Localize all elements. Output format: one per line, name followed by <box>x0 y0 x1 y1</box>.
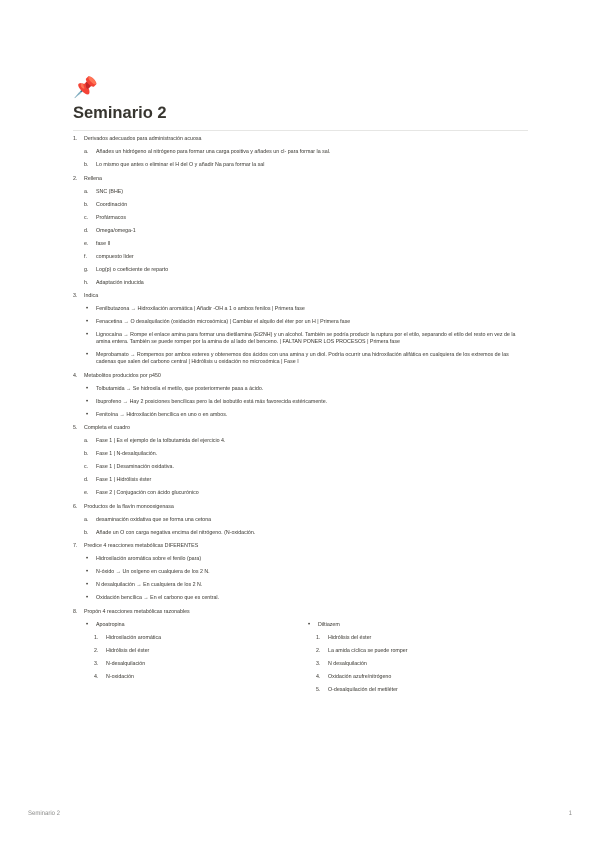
sub-list-item <box>84 451 528 458</box>
numbered-list-item-8-container <box>73 609 528 700</box>
sub-list-marker: a. <box>84 149 89 155</box>
sub-list-text: compuesto líder <box>96 253 134 260</box>
list-number: 3. <box>73 293 78 299</box>
bullet-marker: • <box>86 398 89 405</box>
bullet-title: Apoatropina <box>96 621 125 628</box>
sub-list-text: Fase 1 | N-desalquilación. <box>96 451 158 457</box>
bullet-item <box>306 622 528 629</box>
numbered-list-item <box>73 293 528 366</box>
sub-list-text: Lignocaína → Rompe el enlace amina para formar una dietilamina (Et2NH) y un alcohol. También se podría producir la ruptura por el etilo, separando el etilo del resto en vez de la amina entera. También se puede romper por la amina de al lado del benceno. | FALTAN PONER LOS PROCESOS | Primera fase <box>96 332 516 345</box>
sub-list-item <box>84 517 528 524</box>
sub-list-text: Tolbutamida → Se hidroxila el metilo, que posteriormente pasa a ácido. <box>96 385 264 392</box>
page-footer <box>28 811 572 817</box>
sub-list-marker: b. <box>84 201 89 208</box>
list-number: 6. <box>73 503 78 510</box>
bullet-marker: • <box>86 352 89 358</box>
sub-list-marker: a. <box>84 188 89 195</box>
inner-numbered-list <box>84 635 306 681</box>
sub-list-item <box>84 412 528 419</box>
inner-list-text: La amida cíclica se puede romper <box>328 647 408 654</box>
sub-list-marker: d. <box>84 227 89 234</box>
list-item-label: Completa el cuadro <box>84 425 130 431</box>
sub-list-marker: b. <box>84 451 89 457</box>
sub-list-marker: c. <box>84 464 89 470</box>
numbered-list-item <box>73 543 528 602</box>
inner-list-text: N-desalquilación <box>106 660 146 667</box>
numbered-list <box>73 136 528 602</box>
sub-list-text: Meprobamato → Rompemos por ambos esteres y obtenemos dos ácidos con una amina y un diol. Podría ocurrir una hidroxilación alifática en cualquiera de los extremos de las cadenas que salen del carbono central | Hidrólisis u oxidación no microsómica | Fase I <box>96 352 509 365</box>
sub-list-text: Log(p) o coeficiente de reparto <box>96 266 169 273</box>
bullet-marker: • <box>86 332 89 338</box>
column-left <box>84 622 306 700</box>
sub-list-text: N-óxido → Un oxígeno en cualquiera de los 2 N. <box>96 569 210 575</box>
sub-list-item <box>84 556 528 563</box>
sub-list-text: Fenilbutazona → Hidroxilación aromática | Añadir -OH a 1 o ambos fenilos | Primera fase <box>96 306 305 312</box>
list-item-label: Indica <box>84 293 99 299</box>
bullet-marker: • <box>86 385 89 392</box>
bullet-marker: • <box>308 621 311 628</box>
bullet-item <box>84 622 306 629</box>
page-title: Seminario 2 <box>73 104 167 122</box>
bullet-marker: • <box>86 621 89 628</box>
sub-list-text: desaminación oxidativa que se forma una cetona <box>96 516 212 523</box>
sub-list-item <box>84 189 528 196</box>
sub-list-text: Fase 1 | Desaminación oxidativa. <box>96 464 174 470</box>
inner-list-text: Hidroxilación aromática <box>106 634 162 641</box>
sub-list-item <box>84 319 528 326</box>
inner-list-number: 1. <box>316 634 321 641</box>
sub-list-marker: a. <box>84 516 89 523</box>
list-item-label: Propón 4 reacciones metabólicas razonables <box>84 608 190 615</box>
list-item-label: Metabolitos producidos por p450 <box>84 372 161 379</box>
sub-list-item <box>84 267 528 274</box>
inner-list-text: Hidrólisis del éster <box>328 634 372 641</box>
inner-list-number: 3. <box>316 660 321 667</box>
inner-list-item <box>94 661 306 668</box>
numbered-list-item <box>73 136 528 169</box>
sub-list <box>84 306 528 366</box>
numbered-list-item <box>73 425 528 497</box>
sub-list-text: N desalquilación → En cualquiera de los 2 N. <box>96 582 203 588</box>
inner-list-number: 2. <box>94 647 99 654</box>
sub-list-text: Ibuprofeno → Hay 2 posiciones bencílicas pero la del isobutilo está más favorecida estéricamente. <box>96 398 328 405</box>
sub-list-item <box>84 582 528 589</box>
sub-list-marker: g. <box>84 266 89 273</box>
numbered-list-item <box>73 504 528 537</box>
sub-list-item <box>84 464 528 471</box>
pushpin-icon: 📌 <box>73 77 98 99</box>
sub-list-item <box>84 569 528 576</box>
sub-list-item <box>84 530 528 537</box>
page-number: 1 <box>568 811 572 817</box>
sub-list-item <box>84 162 528 169</box>
sub-list-item <box>84 386 528 393</box>
inner-list-text: O-desalquilación del metiléter <box>328 686 398 693</box>
numbered-list-item <box>73 609 528 700</box>
sub-list <box>84 189 528 287</box>
bullet-marker: • <box>86 319 89 325</box>
sub-list-item <box>84 254 528 261</box>
sub-list-marker: b. <box>84 162 89 168</box>
sub-list-text: Coordinación <box>96 201 128 208</box>
sub-list-marker: e. <box>84 490 89 496</box>
inner-list-number: 2. <box>316 647 321 654</box>
sub-list-item <box>84 595 528 602</box>
document-page <box>73 76 528 706</box>
sub-list-marker: d. <box>84 477 89 483</box>
sub-list-item <box>84 477 528 484</box>
numbered-list-item <box>73 176 528 287</box>
footer-title: Seminario 2 <box>28 811 61 817</box>
sub-list-text: Hidroxilación aromática sobre el fenilo (para) <box>96 556 202 562</box>
list-item-label: Productos de la flavín monooxigenasa <box>84 503 174 510</box>
sub-list <box>84 386 528 419</box>
inner-list-item <box>316 661 528 668</box>
inner-list-number: 3. <box>94 660 99 667</box>
sub-list-marker: e. <box>84 240 89 247</box>
sub-list-text: Lo mismo que antes o eliminar el H del O y añadir Na para formar la sal <box>96 162 265 168</box>
sub-list <box>84 556 528 602</box>
inner-list-text: N-oxidación <box>106 673 134 680</box>
inner-list-item <box>94 635 306 642</box>
inner-list-item <box>316 635 528 642</box>
bullet-marker: • <box>86 411 89 418</box>
sub-list-item <box>84 332 528 346</box>
list-number: 2. <box>73 175 78 182</box>
sub-list-item <box>84 280 528 287</box>
inner-list-item <box>316 648 528 655</box>
inner-list-number: 4. <box>316 673 321 680</box>
sub-list <box>84 149 528 169</box>
list-number: 5. <box>73 425 78 431</box>
sub-list-text: Omega/omega-1 <box>96 227 136 234</box>
sub-list-marker: a. <box>84 438 89 444</box>
bullet-marker: • <box>86 595 89 601</box>
bullet-marker: • <box>86 306 89 312</box>
sub-list-item <box>84 149 528 156</box>
bullet-marker: • <box>86 556 89 562</box>
sub-list-marker: h. <box>84 279 89 286</box>
sub-list-item <box>84 228 528 235</box>
sub-list-marker: f. <box>84 253 87 260</box>
list-number: 7. <box>73 543 78 549</box>
inner-list-number: 4. <box>94 673 99 680</box>
inner-list-number: 1. <box>94 634 99 641</box>
sub-list-item <box>84 352 528 366</box>
inner-list-text: Hidrólisis del éster <box>106 647 150 654</box>
inner-list-item <box>94 674 306 681</box>
title-divider <box>73 130 528 131</box>
list-number: 1. <box>73 136 78 142</box>
sub-list-text: Fenacetina → O desalquilación (oxidación microsómica) | Cambiar el alquilo del éter por un H | Primera fase <box>96 319 351 325</box>
inner-list-text: N desalquilación <box>328 660 367 667</box>
sub-list-text: Añades un hidrógeno al nitrógeno para formar una carga positiva y añades un cl- para formar la sal. <box>96 149 331 155</box>
sub-list <box>84 517 528 537</box>
list-item-label: Predice 4 reacciones metabólicas DIFERENTES <box>84 543 199 549</box>
sub-list <box>84 438 528 497</box>
sub-list-text: Profármacos <box>96 214 127 221</box>
sub-list-text: SNC (BHE) <box>96 188 124 195</box>
list-item-label: Derivados adecuados para administración acuosa <box>84 136 202 142</box>
bullet-title: Diltiazem <box>318 621 340 628</box>
inner-list-number: 5. <box>316 686 321 693</box>
bullet-marker: • <box>86 582 89 588</box>
inner-list-item <box>316 687 528 694</box>
sub-list-text: Fase 1 | Es el ejemplo de la tolbutamida del ejercicio 4. <box>96 438 226 444</box>
bullet-marker: • <box>86 569 89 575</box>
sub-list-marker: c. <box>84 214 89 221</box>
numbered-list-item <box>73 373 528 419</box>
inner-list-text: Oxidación azufre/nitrógeno <box>328 673 392 680</box>
list-item-label: Rellena <box>84 175 102 182</box>
list-number: 8. <box>73 608 78 615</box>
sub-list-text: Adaptación inducida <box>96 279 144 286</box>
inner-list-item <box>316 674 528 681</box>
sub-list-item <box>84 202 528 209</box>
column-right <box>306 622 528 700</box>
sub-list-text: Fase 1 | Hidrólisis éster <box>96 477 152 483</box>
sub-list-item <box>84 215 528 222</box>
two-column-block <box>84 622 528 700</box>
sub-list-item <box>84 438 528 445</box>
sub-list-marker: b. <box>84 529 89 536</box>
inner-numbered-list <box>306 635 528 694</box>
sub-list-item <box>84 306 528 313</box>
sub-list-text: fase II <box>96 240 111 247</box>
sub-list-text: Fenitoína → Hidroxilación bencílica en uno o en ambos. <box>96 411 228 418</box>
list-number: 4. <box>73 372 78 379</box>
sub-list-item <box>84 399 528 406</box>
sub-list-item <box>84 490 528 497</box>
inner-list-item <box>94 648 306 655</box>
sub-list-text: Fase 2 | Conjugación con ácido glucurónico <box>96 490 199 496</box>
sub-list-text: Oxidación bencílica → En el carbono que es central. <box>96 595 220 601</box>
sub-list-item <box>84 241 528 248</box>
sub-list-text: Añade un O con carga negativa encima del nitrógeno. (N-oxidación. <box>96 529 256 536</box>
